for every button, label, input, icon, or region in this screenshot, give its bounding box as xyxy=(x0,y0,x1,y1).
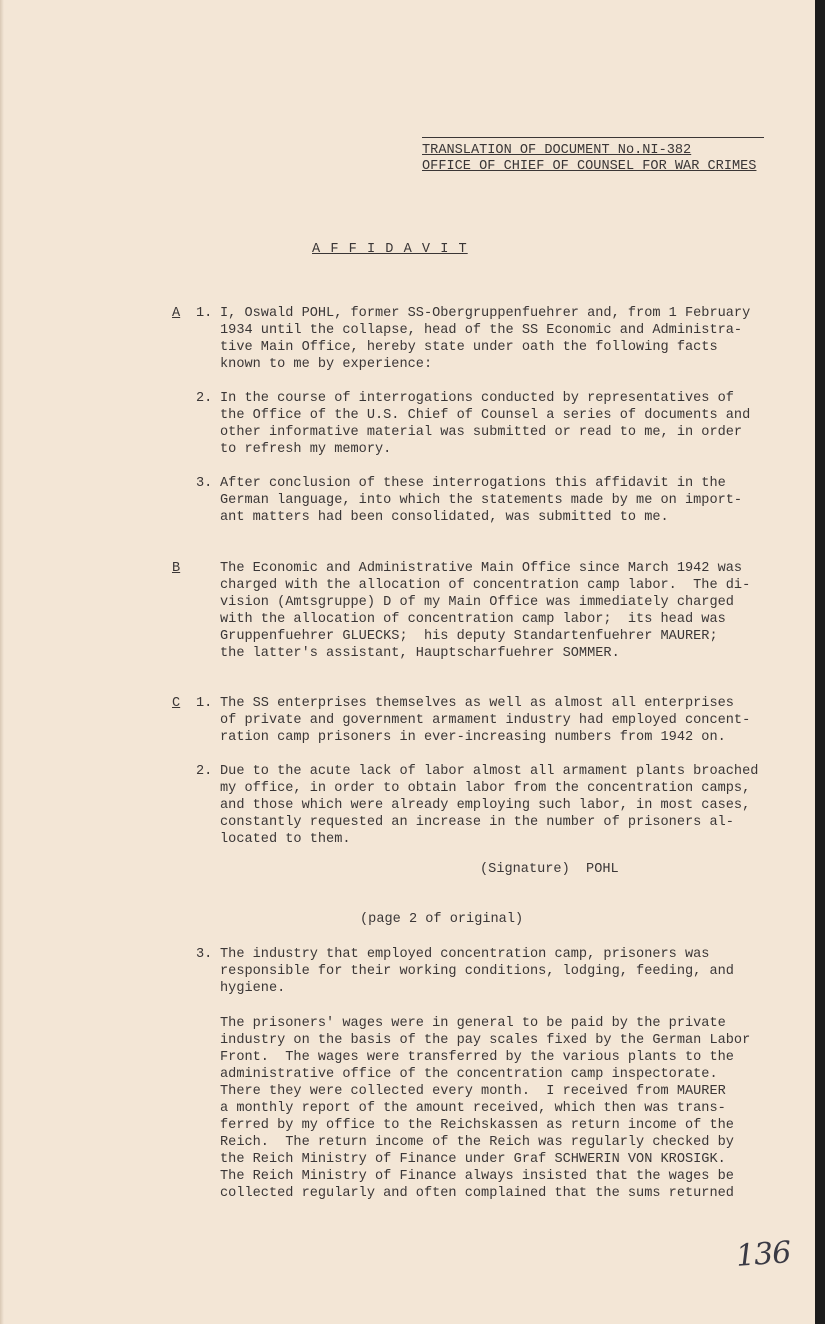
paragraph-a2-line: other informative material was submitted or read to me, in order xyxy=(220,425,743,440)
paragraph-a1-line: tive Main Office, hereby state under oath the following facts xyxy=(220,340,718,355)
paragraph-a3-line: ant matters had been consolidated, was submitted to me. xyxy=(220,510,669,525)
paragraph-c2-line: located to them. xyxy=(220,832,351,847)
paragraph-c4-line: a monthly report of the amount received, which then was trans- xyxy=(220,1101,726,1116)
paragraph-a2-line: In the course of interrogations conducted by representatives of xyxy=(220,391,734,406)
header-rule xyxy=(422,137,764,138)
paragraph-number: 1. xyxy=(196,696,213,711)
header-office-line: OFFICE OF CHIEF OF COUNSEL FOR WAR CRIMES xyxy=(422,159,757,174)
page-break-note: (page 2 of original) xyxy=(360,912,524,927)
paragraph-c4-line: The Reich Ministry of Finance always insisted that the wages be xyxy=(220,1169,734,1184)
section-marker-b: B xyxy=(172,561,181,576)
paragraph-a1-line: known to me by experience: xyxy=(220,357,433,372)
paragraph-c1-line: The SS enterprises themselves as well as almost all enterprises xyxy=(220,696,734,711)
paragraph-c4-line: There they were collected every month. I received from MAURER xyxy=(220,1084,726,1099)
header-translation-line: TRANSLATION OF DOCUMENT No.NI-382 xyxy=(422,143,692,158)
paragraph-c2-line: constantly requested an increase in the number of prisoners al- xyxy=(220,815,734,830)
paragraph-number: 2. xyxy=(196,391,213,406)
paragraph-c4-line: Front. The wages were transferred by the various plants to the xyxy=(220,1050,734,1065)
paragraph-c4-line: The prisoners' wages were in general to be paid by the private xyxy=(220,1016,726,1031)
section-marker-a: A xyxy=(172,306,181,321)
paragraph-a1-line: 1934 until the collapse, head of the SS Economic and Administra- xyxy=(220,323,743,338)
paragraph-c2-line: and those which were already employing such labor, in most cases, xyxy=(220,798,751,813)
paragraph-c4-line: the Reich Ministry of Finance under Graf SCHWERIN VON KROSIGK. xyxy=(220,1152,726,1167)
paragraph-c2-line: my office, in order to obtain labor from the concentration camps, xyxy=(220,781,751,796)
paragraph-number: 3. xyxy=(196,947,213,962)
paragraph-number: 2. xyxy=(196,764,213,779)
paragraph-c2-line: Due to the acute lack of labor almost all armament plants broached xyxy=(220,764,759,779)
paragraph-number: 1. xyxy=(196,306,213,321)
paragraph-c4-line: ferred by my office to the Reichskassen as return income of the xyxy=(220,1118,734,1133)
paragraph-a2-line: the Office of the U.S. Chief of Counsel a series of documents and xyxy=(220,408,751,423)
paragraph-c3-line: hygiene. xyxy=(220,981,286,996)
paragraph-a3-line: After conclusion of these interrogations this affidavit in the xyxy=(220,476,726,491)
paragraph-a3-line: German language, into which the statements made by me on import- xyxy=(220,493,743,508)
paragraph-c3-line: responsible for their working conditions, lodging, feeding, and xyxy=(220,964,734,979)
section-marker-c: C xyxy=(172,696,181,711)
paragraph-c4-line: collected regularly and often complained that the sums returned xyxy=(220,1186,734,1201)
signature-line: (Signature) POHL xyxy=(480,862,619,877)
paragraph-c3-line: The industry that employed concentration camp, prisoners was xyxy=(220,947,710,962)
paragraph-b-line: the latter's assistant, Hauptscharfuehrer SOMMER. xyxy=(220,646,620,661)
paragraph-c4-line: administrative office of the concentration camp inspectorate. xyxy=(220,1067,718,1082)
document-title: A F F I D A V I T xyxy=(312,242,468,257)
paragraph-b-line: with the allocation of concentration camp labor; its head was xyxy=(220,612,726,627)
paragraph-number: 3. xyxy=(196,476,213,491)
paragraph-b-line: Gruppenfuehrer GLUECKS; his deputy Standartenfuehrer MAURER; xyxy=(220,629,718,644)
paragraph-b-line: The Economic and Administrative Main Office since March 1942 was xyxy=(220,561,743,576)
paragraph-a1-line: I, Oswald POHL, former SS-Obergruppenfuehrer and, from 1 February xyxy=(220,306,751,321)
paragraph-c4-line: industry on the basis of the pay scales fixed by the German Labor xyxy=(220,1033,751,1048)
paragraph-b-line: charged with the allocation of concentration camp labor. The di- xyxy=(220,578,751,593)
paragraph-b-line: vision (Amtsgruppe) D of my Main Office was immediately charged xyxy=(220,595,734,610)
paragraph-c1-line: of private and government armament industry had employed concent- xyxy=(220,713,751,728)
handwritten-folio-number: 136 xyxy=(734,1235,792,1274)
paragraph-a2-line: to refresh my memory. xyxy=(220,442,392,457)
paragraph-c1-line: ration camp prisoners in ever-increasing numbers from 1942 on. xyxy=(220,730,726,745)
paragraph-c4-line: Reich. The return income of the Reich was regularly checked by xyxy=(220,1135,734,1150)
